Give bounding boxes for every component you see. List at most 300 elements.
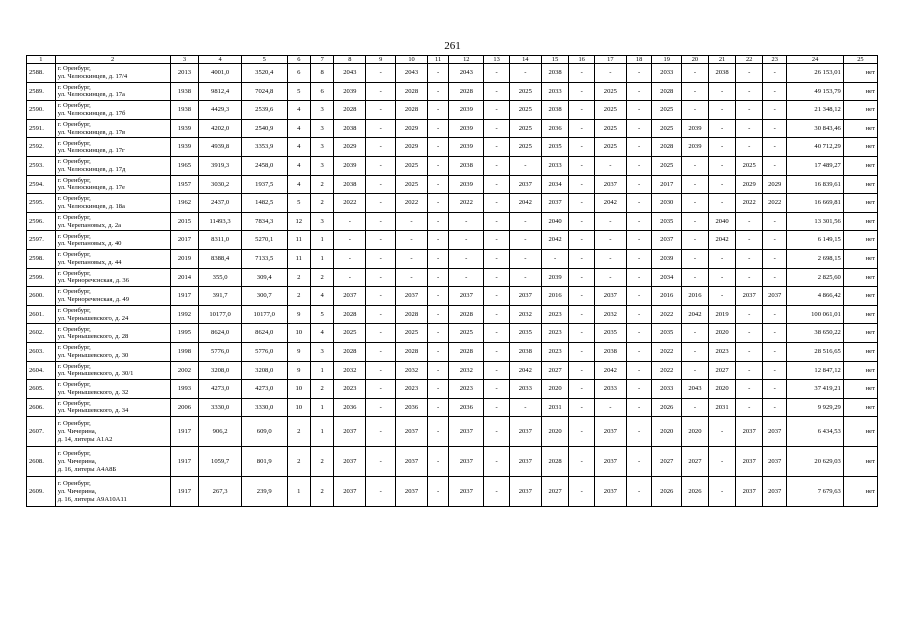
table-row bbox=[27, 361, 878, 380]
cell-col16: - bbox=[569, 268, 595, 287]
column-number-23: 23 bbox=[762, 56, 786, 64]
cell-col18: - bbox=[626, 249, 652, 268]
cell-col17: - bbox=[594, 249, 626, 268]
address-line: ул. Челюскинцев, д. 17г bbox=[57, 147, 125, 155]
cell-col25: нет bbox=[843, 324, 877, 343]
cell-col8: 2037 bbox=[334, 447, 366, 477]
cell-col6: 6 bbox=[287, 64, 310, 83]
cell-col21: - bbox=[708, 287, 736, 306]
cell-col20: 2016 bbox=[682, 287, 709, 306]
table-row bbox=[27, 305, 878, 324]
cell-col14: 2037 bbox=[509, 287, 541, 306]
table-body bbox=[27, 64, 878, 507]
cell-col12: 2039 bbox=[449, 119, 484, 138]
cell-col19: 2039 bbox=[652, 249, 682, 268]
cell-col16: - bbox=[569, 156, 595, 175]
cell-col8: - bbox=[334, 212, 366, 231]
cell-col13: - bbox=[484, 324, 510, 343]
cell-col22: 2029 bbox=[736, 175, 763, 194]
cell-col9: - bbox=[366, 138, 396, 157]
cell-col4: 3030,2 bbox=[199, 175, 242, 194]
cell-col12: 2037 bbox=[449, 447, 484, 477]
table-row bbox=[27, 417, 878, 447]
cell-col5: 2540,9 bbox=[241, 119, 287, 138]
cell-col11: - bbox=[427, 380, 448, 399]
cell-col3: 1917 bbox=[170, 447, 199, 477]
cell-col25: нет bbox=[843, 268, 877, 287]
cell-col6: 9 bbox=[287, 342, 310, 361]
cell-col22: - bbox=[736, 138, 763, 157]
cell-col16: - bbox=[569, 175, 595, 194]
cell-col21: - bbox=[708, 417, 736, 447]
cell-col15: 2033 bbox=[541, 82, 569, 101]
address-cell bbox=[55, 82, 170, 101]
cell-col18: - bbox=[626, 101, 652, 120]
address-line: ул. Черноречснская, д. 36 bbox=[57, 277, 130, 285]
cell-col19: 2025 bbox=[652, 101, 682, 120]
cell-col21: - bbox=[708, 194, 736, 213]
cell-col20: - bbox=[682, 82, 709, 101]
column-number-9: 9 bbox=[366, 56, 396, 64]
cell-col23: 2037 bbox=[762, 287, 786, 306]
cell-col22: - bbox=[736, 268, 763, 287]
cell-col14: 2042 bbox=[509, 194, 541, 213]
cell-col5: 239,9 bbox=[241, 477, 287, 507]
cell-col17: - bbox=[594, 268, 626, 287]
cell-col23: - bbox=[762, 305, 786, 324]
cell-col17: 2037 bbox=[594, 417, 626, 447]
address-line: ул. Челюскинцев, д. 17в bbox=[57, 128, 126, 136]
table-row bbox=[27, 194, 878, 213]
cell-col5: 5270,1 bbox=[241, 231, 287, 250]
cell-col5: 5776,0 bbox=[241, 342, 287, 361]
cell-col16: - bbox=[569, 249, 595, 268]
cell-col6: 9 bbox=[287, 305, 310, 324]
cell-col18: - bbox=[626, 477, 652, 507]
column-number-row bbox=[27, 56, 878, 64]
cell-col23: - bbox=[762, 268, 786, 287]
cell-col8: 2036 bbox=[334, 398, 366, 417]
cell-col22: - bbox=[736, 342, 763, 361]
cell-col23: 2037 bbox=[762, 447, 786, 477]
cell-col12: 2037 bbox=[449, 287, 484, 306]
cell-col15: 2027 bbox=[541, 361, 569, 380]
cell-col15: 2035 bbox=[541, 138, 569, 157]
cell-col19: 2017 bbox=[652, 175, 682, 194]
cell-col25: нет bbox=[843, 398, 877, 417]
address-cell bbox=[55, 175, 170, 194]
cell-col7: 1 bbox=[310, 398, 333, 417]
address-cell bbox=[55, 194, 170, 213]
cell-col5: 1937,5 bbox=[241, 175, 287, 194]
cell-col7: 3 bbox=[310, 342, 333, 361]
cell-col14: 2025 bbox=[509, 82, 541, 101]
cell-col3: 1938 bbox=[170, 82, 199, 101]
cell-col18: - bbox=[626, 64, 652, 83]
cell-col11: - bbox=[427, 342, 448, 361]
cell-col19: 2034 bbox=[652, 268, 682, 287]
cell-col15: 2020 bbox=[541, 417, 569, 447]
cell-col13: - bbox=[484, 342, 510, 361]
cell-col15: 2042 bbox=[541, 231, 569, 250]
cell-col22: - bbox=[736, 324, 763, 343]
cell-col9: - bbox=[366, 342, 396, 361]
address-line: ул. Челюскинцев, д. 17д bbox=[57, 165, 126, 173]
cell-col19: 2028 bbox=[652, 82, 682, 101]
cell-col15: 2039 bbox=[541, 268, 569, 287]
address-line: г. Оренбург, bbox=[57, 251, 91, 259]
cell-col12: 2022 bbox=[449, 194, 484, 213]
cell-col6: 4 bbox=[287, 175, 310, 194]
cell-col25: нет bbox=[843, 305, 877, 324]
address-line: ул. Челюскинцев, д. 17б bbox=[57, 109, 126, 117]
cell-col25: нет bbox=[843, 477, 877, 507]
address-line: ул. Челюскинцев, д. 17а bbox=[57, 91, 125, 99]
cell-col16: - bbox=[569, 477, 595, 507]
cell-col19: 2033 bbox=[652, 380, 682, 399]
cell-col3: 2002 bbox=[170, 361, 199, 380]
cell-col4: 10177,0 bbox=[199, 305, 242, 324]
column-number-20: 20 bbox=[682, 56, 709, 64]
address-line: д. 16, литеры А9А10А11 bbox=[57, 495, 127, 503]
cell-col20: - bbox=[682, 398, 709, 417]
cell-col20: 2039 bbox=[682, 119, 709, 138]
cell-col19: 2025 bbox=[652, 119, 682, 138]
cell-col10: 2028 bbox=[396, 305, 428, 324]
cell-col7: 2 bbox=[310, 194, 333, 213]
address-line: д. 16, литеры А4А8Б bbox=[57, 465, 117, 473]
cell-col5: 3353,9 bbox=[241, 138, 287, 157]
cell-col11: - bbox=[427, 175, 448, 194]
cell-col10: 2043 bbox=[396, 64, 428, 83]
cell-col15: 2040 bbox=[541, 212, 569, 231]
cell-col18: - bbox=[626, 324, 652, 343]
cell-col21: - bbox=[708, 477, 736, 507]
cell-col5: 10177,0 bbox=[241, 305, 287, 324]
cell-col16: - bbox=[569, 342, 595, 361]
cell-col25: нет bbox=[843, 249, 877, 268]
cell-col24: 7 679,63 bbox=[787, 477, 843, 507]
cell-col15: 2034 bbox=[541, 175, 569, 194]
cell-col5: 7024,8 bbox=[241, 82, 287, 101]
cell-col4: 355,0 bbox=[199, 268, 242, 287]
cell-col17: 2025 bbox=[594, 138, 626, 157]
address-cell bbox=[55, 447, 170, 477]
cell-col9: - bbox=[366, 324, 396, 343]
column-number-16: 16 bbox=[569, 56, 595, 64]
address-cell bbox=[55, 64, 170, 83]
cell-col7: 3 bbox=[310, 101, 333, 120]
address-line: г. Оренбург, bbox=[57, 420, 91, 428]
cell-col21: 2023 bbox=[708, 342, 736, 361]
cell-col6: 1 bbox=[287, 477, 310, 507]
cell-col8: 2029 bbox=[334, 138, 366, 157]
address-line: ул. Челюскинцев, д. 17е bbox=[57, 184, 125, 192]
cell-col11: - bbox=[427, 287, 448, 306]
row-number: 2606. bbox=[27, 398, 56, 417]
row-number: 2609. bbox=[27, 477, 56, 507]
cell-col5: 2458,0 bbox=[241, 156, 287, 175]
cell-col17: - bbox=[594, 212, 626, 231]
cell-col24: 9 929,29 bbox=[787, 398, 843, 417]
cell-col23: - bbox=[762, 64, 786, 83]
cell-col11: - bbox=[427, 64, 448, 83]
cell-col21: - bbox=[708, 175, 736, 194]
cell-col16: - bbox=[569, 287, 595, 306]
cell-col7: 3 bbox=[310, 138, 333, 157]
cell-col12: - bbox=[449, 212, 484, 231]
cell-col4: 4273,0 bbox=[199, 380, 242, 399]
cell-col22: 2022 bbox=[736, 194, 763, 213]
cell-col23: - bbox=[762, 324, 786, 343]
column-number-19: 19 bbox=[652, 56, 682, 64]
cell-col15: 2033 bbox=[541, 156, 569, 175]
cell-col21: - bbox=[708, 119, 736, 138]
cell-col21: - bbox=[708, 156, 736, 175]
cell-col21: 2042 bbox=[708, 231, 736, 250]
cell-col11: - bbox=[427, 305, 448, 324]
cell-col9: - bbox=[366, 212, 396, 231]
cell-col3: 1917 bbox=[170, 287, 199, 306]
cell-col15: 2036 bbox=[541, 119, 569, 138]
address-line: г. Оренбург, bbox=[57, 102, 91, 110]
cell-col13: - bbox=[484, 361, 510, 380]
cell-col25: нет bbox=[843, 64, 877, 83]
table-row bbox=[27, 175, 878, 194]
cell-col23: - bbox=[762, 119, 786, 138]
cell-col20: 2039 bbox=[682, 138, 709, 157]
cell-col13: - bbox=[484, 305, 510, 324]
cell-col18: - bbox=[626, 156, 652, 175]
cell-col21: 2040 bbox=[708, 212, 736, 231]
cell-col18: - bbox=[626, 447, 652, 477]
cell-col18: - bbox=[626, 305, 652, 324]
cell-col9: - bbox=[366, 380, 396, 399]
cell-col20: 2042 bbox=[682, 305, 709, 324]
cell-col17: - bbox=[594, 398, 626, 417]
cell-col7: 1 bbox=[310, 249, 333, 268]
cell-col17: 2025 bbox=[594, 101, 626, 120]
cell-col24: 26 153,01 bbox=[787, 64, 843, 83]
cell-col8: 2023 bbox=[334, 380, 366, 399]
cell-col4: 4202,0 bbox=[199, 119, 242, 138]
cell-col17: - bbox=[594, 231, 626, 250]
address-cell bbox=[55, 101, 170, 120]
cell-col10: 2025 bbox=[396, 156, 428, 175]
cell-col9: - bbox=[366, 156, 396, 175]
cell-col12: 2039 bbox=[449, 101, 484, 120]
address-cell bbox=[55, 138, 170, 157]
address-cell bbox=[55, 342, 170, 361]
cell-col17: 2032 bbox=[594, 305, 626, 324]
cell-col7: 3 bbox=[310, 119, 333, 138]
cell-col23: 2037 bbox=[762, 417, 786, 447]
cell-col7: 3 bbox=[310, 156, 333, 175]
cell-col11: - bbox=[427, 268, 448, 287]
row-number: 2600. bbox=[27, 287, 56, 306]
cell-col21: - bbox=[708, 82, 736, 101]
cell-col18: - bbox=[626, 194, 652, 213]
cell-col20: - bbox=[682, 175, 709, 194]
cell-col8: 2022 bbox=[334, 194, 366, 213]
cell-col9: - bbox=[366, 268, 396, 287]
cell-col4: 8388,4 bbox=[199, 249, 242, 268]
cell-col10: 2028 bbox=[396, 342, 428, 361]
cell-col11: - bbox=[427, 156, 448, 175]
cell-col25: нет bbox=[843, 194, 877, 213]
address-line: г. Оренбург, bbox=[57, 399, 91, 407]
cell-col10: 2037 bbox=[396, 447, 428, 477]
cell-col20: 2027 bbox=[682, 447, 709, 477]
cell-col6: 4 bbox=[287, 156, 310, 175]
cell-col18: - bbox=[626, 175, 652, 194]
row-number: 2593. bbox=[27, 156, 56, 175]
cell-col10: 2037 bbox=[396, 417, 428, 447]
cell-col6: 2 bbox=[287, 447, 310, 477]
address-line: г. Оренбург, bbox=[57, 176, 91, 184]
cell-col20: 2020 bbox=[682, 417, 709, 447]
cell-col17: 2038 bbox=[594, 342, 626, 361]
cell-col25: нет bbox=[843, 82, 877, 101]
table-row bbox=[27, 477, 878, 507]
cell-col25: нет bbox=[843, 138, 877, 157]
address-line: г. Оренбург, bbox=[57, 288, 91, 296]
table-row bbox=[27, 231, 878, 250]
cell-col21: - bbox=[708, 268, 736, 287]
address-cell bbox=[55, 380, 170, 399]
cell-col3: 1939 bbox=[170, 138, 199, 157]
column-number-4: 4 bbox=[199, 56, 242, 64]
column-number-7: 7 bbox=[310, 56, 333, 64]
row-number: 2590. bbox=[27, 101, 56, 120]
cell-col13: - bbox=[484, 231, 510, 250]
cell-col19: 2022 bbox=[652, 342, 682, 361]
column-number-5: 5 bbox=[241, 56, 287, 64]
cell-col15: 2023 bbox=[541, 305, 569, 324]
cell-col25: нет bbox=[843, 361, 877, 380]
cell-col5: 8624,0 bbox=[241, 324, 287, 343]
cell-col13: - bbox=[484, 447, 510, 477]
cell-col3: 1938 bbox=[170, 101, 199, 120]
cell-col18: - bbox=[626, 398, 652, 417]
cell-col21: - bbox=[708, 447, 736, 477]
cell-col19: 2033 bbox=[652, 64, 682, 83]
cell-col20: - bbox=[682, 212, 709, 231]
cell-col22: 2037 bbox=[736, 477, 763, 507]
cell-col7: 2 bbox=[310, 268, 333, 287]
cell-col17: 2037 bbox=[594, 175, 626, 194]
address-line: г. Оренбург, bbox=[57, 480, 91, 488]
cell-col3: 1957 bbox=[170, 175, 199, 194]
cell-col15: 2016 bbox=[541, 287, 569, 306]
cell-col25: нет bbox=[843, 212, 877, 231]
row-number: 2608. bbox=[27, 447, 56, 477]
address-line: г. Оренбург, bbox=[57, 269, 91, 277]
row-number: 2605. bbox=[27, 380, 56, 399]
cell-col7: 2 bbox=[310, 447, 333, 477]
cell-col12: 2036 bbox=[449, 398, 484, 417]
cell-col13: - bbox=[484, 101, 510, 120]
address-line: ул. Черепановых, д. 44 bbox=[57, 258, 122, 266]
cell-col14: - bbox=[509, 231, 541, 250]
cell-col10: 2023 bbox=[396, 380, 428, 399]
address-cell bbox=[55, 305, 170, 324]
cell-col19: 2037 bbox=[652, 231, 682, 250]
address-line: г. Оренбург, bbox=[57, 139, 91, 147]
cell-col5: 2539,6 bbox=[241, 101, 287, 120]
cell-col9: - bbox=[366, 175, 396, 194]
cell-col15: 2038 bbox=[541, 101, 569, 120]
cell-col22: - bbox=[736, 361, 763, 380]
address-cell bbox=[55, 324, 170, 343]
cell-col16: - bbox=[569, 231, 595, 250]
cell-col12: 2039 bbox=[449, 175, 484, 194]
cell-col17: - bbox=[594, 64, 626, 83]
cell-col9: - bbox=[366, 194, 396, 213]
cell-col25: нет bbox=[843, 156, 877, 175]
cell-col16: - bbox=[569, 101, 595, 120]
cell-col11: - bbox=[427, 417, 448, 447]
cell-col3: 2019 bbox=[170, 249, 199, 268]
cell-col16: - bbox=[569, 361, 595, 380]
address-line: ул. Чернышевского, д. 30 bbox=[57, 351, 129, 359]
cell-col14: 2037 bbox=[509, 175, 541, 194]
cell-col23: - bbox=[762, 212, 786, 231]
cell-col5: 7834,3 bbox=[241, 212, 287, 231]
cell-col18: - bbox=[626, 342, 652, 361]
column-number-15: 15 bbox=[541, 56, 569, 64]
cell-col20: 2026 bbox=[682, 477, 709, 507]
cell-col24: 4 866,42 bbox=[787, 287, 843, 306]
cell-col11: - bbox=[427, 119, 448, 138]
cell-col18: - bbox=[626, 82, 652, 101]
address-line: г. Оренбург, bbox=[57, 120, 91, 128]
cell-col7: 1 bbox=[310, 231, 333, 250]
cell-col19: 2022 bbox=[652, 305, 682, 324]
cell-col9: - bbox=[366, 398, 396, 417]
cell-col24: 17 489,27 bbox=[787, 156, 843, 175]
cell-col19: 2020 bbox=[652, 417, 682, 447]
column-number-10: 10 bbox=[396, 56, 428, 64]
cell-col8: 2043 bbox=[334, 64, 366, 83]
row-number: 2597. bbox=[27, 231, 56, 250]
cell-col14: 2025 bbox=[509, 101, 541, 120]
cell-col25: нет bbox=[843, 447, 877, 477]
cell-col4: 2437,0 bbox=[199, 194, 242, 213]
cell-col10: 2032 bbox=[396, 361, 428, 380]
cell-col14: - bbox=[509, 268, 541, 287]
cell-col14: 2037 bbox=[509, 417, 541, 447]
cell-col7: 2 bbox=[310, 175, 333, 194]
address-cell bbox=[55, 398, 170, 417]
cell-col20: - bbox=[682, 249, 709, 268]
address-line: ул. Чернореченская, д. 49 bbox=[57, 295, 130, 303]
cell-col21: 2038 bbox=[708, 64, 736, 83]
cell-col12: 2023 bbox=[449, 380, 484, 399]
cell-col24: 6 149,15 bbox=[787, 231, 843, 250]
cell-col19: 2026 bbox=[652, 398, 682, 417]
cell-col20: - bbox=[682, 101, 709, 120]
cell-col24: 12 847,12 bbox=[787, 361, 843, 380]
table-row bbox=[27, 249, 878, 268]
row-number: 2598. bbox=[27, 249, 56, 268]
address-cell bbox=[55, 417, 170, 447]
housing-repair-table bbox=[26, 55, 878, 507]
cell-col12: 2038 bbox=[449, 156, 484, 175]
cell-col16: - bbox=[569, 64, 595, 83]
cell-col17: 2037 bbox=[594, 447, 626, 477]
cell-col22: - bbox=[736, 380, 763, 399]
